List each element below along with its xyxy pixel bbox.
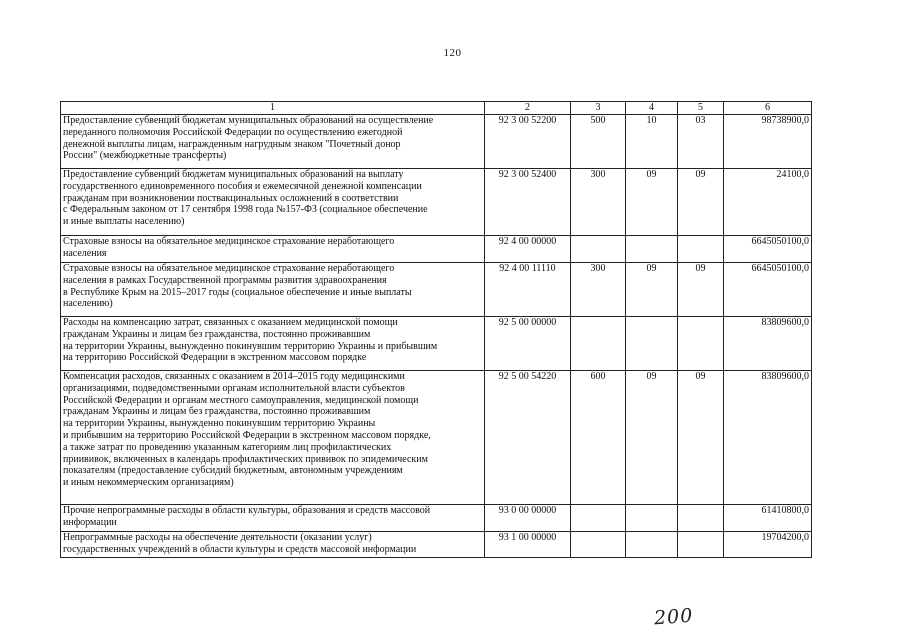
table-row [61, 317, 812, 371]
subsection-cell: 03 [678, 115, 724, 169]
expense-type-cell: 300 [571, 169, 626, 236]
section-cell [626, 236, 678, 263]
column-header-1: 1 [61, 102, 485, 115]
expense-name-cell: Страховые взносы на обязательное медицинское страхование неработающего населения в рамках Государственной программы развития здравоохранения в Республике Крым на 2015–2017 годы (социальное обеспечение и иные выплаты населению) [61, 263, 485, 317]
table-row [61, 115, 812, 169]
subsection-cell [678, 505, 724, 532]
amount-cell: 61410800,0 [724, 505, 812, 532]
expense-type-cell: 300 [571, 263, 626, 317]
amount-cell: 6645050100,0 [724, 236, 812, 263]
section-cell [626, 317, 678, 371]
table-row [61, 263, 812, 317]
column-header-2: 2 [485, 102, 571, 115]
classification-code-cell: 93 1 00 00000 [485, 532, 571, 558]
subsection-cell [678, 317, 724, 371]
column-header-5: 5 [678, 102, 724, 115]
table-row [61, 532, 812, 558]
table-row [61, 169, 812, 236]
subsection-cell: 09 [678, 169, 724, 236]
expense-name-cell: Страховые взносы на обязательное медицинское страхование неработающего населения [61, 236, 485, 263]
column-header-6: 6 [724, 102, 812, 115]
table-header-row [61, 102, 812, 115]
table-row [61, 505, 812, 532]
section-cell: 09 [626, 263, 678, 317]
classification-code-cell: 93 0 00 00000 [485, 505, 571, 532]
expense-type-cell [571, 317, 626, 371]
classification-code-cell: 92 3 00 52200 [485, 115, 571, 169]
page-number: 120 [443, 47, 462, 59]
classification-code-cell: 92 4 00 11110 [485, 263, 571, 317]
expense-name-cell: Предоставление субвенций бюджетам муниципальных образований на осуществление переданного полномочия Российской Федерации по осуществлению ежегодной денежной выплаты лицам, награжденным нагрудным знаком "Почетный донор России" (межбюджетные трансферты) [61, 115, 485, 169]
budget-table [60, 101, 812, 558]
subsection-cell [678, 236, 724, 263]
table-row [61, 236, 812, 263]
table-row [61, 371, 812, 505]
handwritten-page-note: 200 [653, 604, 694, 630]
column-header-4: 4 [626, 102, 678, 115]
expense-name-cell: Непрограммные расходы на обеспечение деятельности (оказании услуг) государственных учреждений в области культуры и средств массовой информации [61, 532, 485, 558]
section-cell [626, 532, 678, 558]
amount-cell: 24100,0 [724, 169, 812, 236]
amount-cell: 83809600,0 [724, 317, 812, 371]
expense-name-cell: Компенсация расходов, связанных с оказанием в 2014–2015 году медицинскими организациями, подведомственными органам исполнительной власти субъектов Российской Федерации и органам местного самоуправления, медицинской помощи гражданам Украины и лицам без гражданства, постоянно проживавшим на территории Украины, вынужденно покинувшим территорию Украины и прибывшим на территорию Российской Федерации в экстренном массовом порядке, а также затрат по проведению указанным категориям лиц профилактических приививок, включенных в календарь профилактических прививок по эпидемическим показателям (предоставление субсидий бюджетным, автономным учреждениям и иным некоммерческим организациям) [61, 371, 485, 505]
amount-cell: 98738900,0 [724, 115, 812, 169]
subsection-cell [678, 532, 724, 558]
subsection-cell: 09 [678, 263, 724, 317]
expense-type-cell: 600 [571, 371, 626, 505]
subsection-cell: 09 [678, 371, 724, 505]
amount-cell: 6645050100,0 [724, 263, 812, 317]
amount-cell: 83809600,0 [724, 371, 812, 505]
expense-name-cell: Расходы на компенсацию затрат, связанных с оказанием медицинской помощи гражданам Украины и лицам без гражданства, постоянно проживавшим на территории Украины, вынужденно покинувшим территорию Украины и прибывшим на территорию Российской Федерации в экстренном массовом порядке [61, 317, 485, 371]
classification-code-cell: 92 3 00 52400 [485, 169, 571, 236]
section-cell [626, 505, 678, 532]
classification-code-cell: 92 5 00 00000 [485, 317, 571, 371]
classification-code-cell: 92 5 00 54220 [485, 371, 571, 505]
section-cell: 09 [626, 371, 678, 505]
expense-type-cell [571, 532, 626, 558]
column-header-3: 3 [571, 102, 626, 115]
amount-cell: 19704200,0 [724, 532, 812, 558]
expense-name-cell: Прочие непрограммные расходы в области культуры, образования и средств массовой информации [61, 505, 485, 532]
section-cell: 10 [626, 115, 678, 169]
expense-type-cell [571, 236, 626, 263]
classification-code-cell: 92 4 00 00000 [485, 236, 571, 263]
expense-type-cell [571, 505, 626, 532]
section-cell: 09 [626, 169, 678, 236]
expense-name-cell: Предоставление субвенций бюджетам муниципальных образований на выплату государственного единовременного пособия и ежемесячной денежной компенсации гражданам при возникновении поствакцинальных осложнений в соответствии с Федеральным законом от 17 сентября 1998 года №157-ФЗ (социальное обеспечение и иные выплаты населению) [61, 169, 485, 236]
expense-type-cell: 500 [571, 115, 626, 169]
